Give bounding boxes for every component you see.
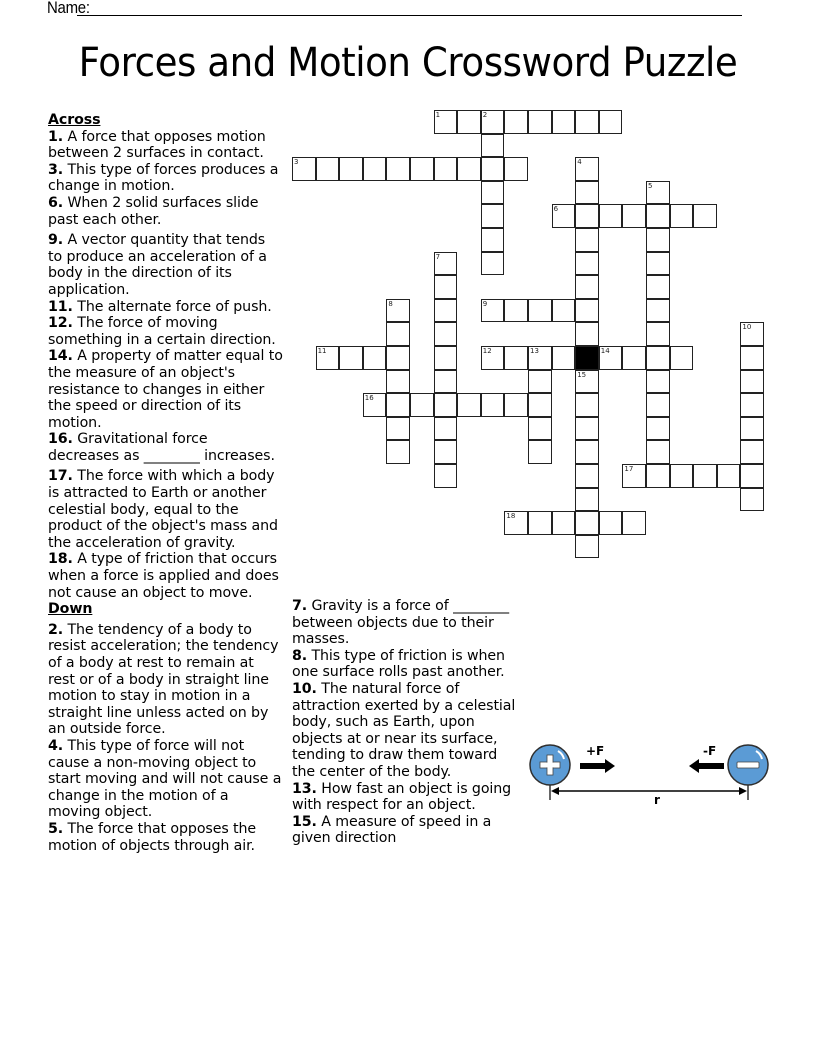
clue-text: A property of matter equal to the measure of an object's resistance to changes in either the speed or direction of its motion. [48,348,283,431]
grid-cell[interactable] [575,181,599,205]
clue-down-2 [48,622,283,738]
clue-text: The alternate force of push. [72,298,272,315]
grid-cell[interactable] [504,110,528,134]
grid-cell[interactable] [434,393,458,417]
clue-number: 12. [48,315,73,332]
grid-cell[interactable] [693,204,717,228]
clue-text: How fast an object is going with respect for an object. [292,780,512,814]
grid-cell[interactable] [575,511,599,535]
clue-number: 13. [292,780,317,797]
grid-cell[interactable] [740,440,764,464]
grid-cell[interactable] [646,370,670,394]
grid-cell[interactable] [339,346,363,370]
grid-cell[interactable] [528,417,552,441]
clue-number: 7. [292,598,308,614]
grid-cell[interactable] [434,157,458,181]
clue-text: The force that opposes the motion of objects through air. [48,820,257,854]
cell-number: 10 [742,323,752,332]
clue-number: 5. [48,820,64,837]
grid-cell[interactable] [646,204,670,228]
clue-number: 6. [48,194,64,211]
cell-number: 16 [364,394,374,403]
cell-number: 13 [530,347,539,355]
clue-text: Gravity is a force of ________ between objects due to their masses. [292,598,510,648]
grid-cell[interactable] [528,370,552,394]
grid-cell[interactable] [575,157,599,181]
right-arrow-icon [580,759,615,773]
cell-number: 2 [482,111,488,119]
clue-text: A measure of speed in a given direction [292,813,492,847]
grid-cell[interactable] [528,110,552,134]
grid-cell[interactable] [528,511,552,535]
grid-cell[interactable] [575,393,599,417]
grid-cell[interactable] [646,299,670,323]
grid-cell[interactable] [434,370,458,394]
grid-cell[interactable] [552,204,576,228]
grid-cell[interactable] [434,275,458,299]
clue-text: A type of friction that occurs when a force is applied and does not cause an object to move. [48,551,279,601]
grid-cell[interactable] [646,417,670,441]
grid-cell[interactable] [740,370,764,394]
grid-cell[interactable] [552,110,576,134]
grid-cell[interactable] [457,157,481,181]
grid-cell[interactable] [434,110,458,134]
grid-cell[interactable] [646,440,670,464]
clue-across-3 [48,162,283,195]
cell-number: 9 [482,299,488,308]
grid-cell[interactable] [528,299,552,323]
grid-cell[interactable] [434,464,458,488]
across-heading: Across [48,112,101,128]
grid-cell[interactable] [552,346,576,370]
clue-across-16 [48,431,283,464]
grid-cell[interactable] [575,488,599,512]
clue-across-14 [48,348,283,431]
clue-across-17 [48,468,283,551]
cell-number: 14 [600,347,610,355]
distance-arrow [551,787,747,795]
clue-number: 16. [48,431,73,448]
grid-cell[interactable] [575,204,599,228]
clue-text: The force of moving something in a certain direction. [48,315,276,348]
cell-number: 7 [435,252,441,261]
grid-cell[interactable] [504,393,528,417]
clue-across-18 [48,551,283,601]
cell-number: 18 [506,512,516,521]
clue-across-12 [48,315,283,348]
grid-cell[interactable] [434,346,458,370]
grid-cell[interactable] [575,110,599,134]
clue-number: 9. [48,232,64,249]
cell-number: 1 [435,111,441,119]
cell-number: 11 [317,347,327,355]
clue-text: This type of force will not cause a non-moving object to start moving and will not cause a change in the motion of a moving object. [48,737,282,821]
grid-cell[interactable] [693,464,717,488]
grid-cell[interactable] [481,134,505,158]
grid-cell[interactable] [504,346,528,370]
clue-number: 8. [292,647,308,664]
grid-cell[interactable] [316,157,340,181]
grid-cell[interactable] [575,417,599,441]
grid-cell[interactable] [457,110,481,134]
grid-cell[interactable] [599,110,623,134]
grid-cell[interactable] [740,417,764,441]
grid-cell[interactable] [386,393,410,417]
grid-cell[interactable] [599,204,623,228]
cell-number: 5 [648,181,653,190]
name-label: Name: [47,0,90,17]
grid-cell[interactable] [481,252,505,276]
clue-text: The natural force of attraction exerted by a celestial body, such as Earth, upon objects at or near its surface, tending to draw them toward the center of the body. [292,680,516,780]
clue-number: 4. [48,737,64,754]
grid-cell[interactable] [575,370,599,394]
clue-text: The force with which a body is attracted to Earth or another celestial body, equal to the product of the object's mass and the acceleration of gravity. [48,468,278,551]
cell-number: 12 [482,347,492,355]
clue-down-8 [292,648,522,681]
clue-number: 10. [292,680,317,697]
grid-cell[interactable] [717,464,741,488]
grid-cell[interactable] [670,464,694,488]
clue-down-5 [48,821,283,854]
grid-cell[interactable] [481,299,505,323]
clues-middle-column [292,598,522,847]
grid-cell[interactable] [575,252,599,276]
grid-cell[interactable] [481,110,505,134]
grid-cell[interactable] [575,299,599,323]
cell-number: 4 [577,158,582,167]
grid-cell[interactable] [622,346,646,370]
clue-text: When 2 solid surfaces slide past each other. [48,194,259,228]
grid-cell[interactable] [363,157,387,181]
grid-cell[interactable] [740,464,764,488]
clue-down-7 [292,598,522,648]
name-field[interactable] [77,15,742,16]
grid-cell[interactable] [646,464,670,488]
clue-text: Gravitational force decreases as ________ increases. [48,431,275,464]
grid-cell[interactable] [646,181,670,205]
grid-cell[interactable] [363,393,387,417]
clue-text: A force that opposes motion between 2 surfaces in contact. [48,128,266,162]
grid-cell[interactable] [481,228,505,252]
clue-across-11 [48,299,283,316]
grid-cell[interactable] [622,204,646,228]
grid-cell[interactable] [575,464,599,488]
grid-cell[interactable] [434,252,458,276]
coulomb-force-diagram [528,738,773,808]
grid-cell[interactable] [599,346,623,370]
clue-text: A vector quantity that tends to produce an acceleration of a body in the direction of its application. [48,232,267,298]
clue-number: 14. [48,348,73,365]
grid-cell[interactable] [386,157,410,181]
clue-number: 2. [48,621,64,638]
grid-cell[interactable] [646,322,670,346]
clue-across-6 [48,195,283,228]
grid-cell[interactable] [434,299,458,323]
grid-cell[interactable] [575,322,599,346]
clue-number: 11. [48,298,73,315]
clue-across-1 [48,129,283,162]
grid-cell[interactable] [410,393,434,417]
clue-down-13 [292,781,522,814]
grid-cell[interactable] [599,511,623,535]
grid-cell[interactable] [740,393,764,417]
grid-cell[interactable] [740,346,764,370]
grid-cell[interactable] [316,346,340,370]
grid-cell[interactable] [740,322,764,346]
grid-cell[interactable] [646,275,670,299]
grid-cell[interactable] [528,393,552,417]
grid-cell[interactable] [292,157,316,181]
clue-number: 18. [48,551,73,568]
grid-cell[interactable] [552,299,576,323]
clue-down-10 [292,681,522,781]
grid-cell[interactable] [363,346,387,370]
left-force-label: +F [586,744,605,758]
grid-cell[interactable] [386,299,410,323]
grid-cell[interactable] [410,157,434,181]
grid-cell[interactable] [740,488,764,512]
black-cell [575,346,599,370]
grid-cell[interactable] [646,228,670,252]
clue-number: 15. [292,813,317,830]
grid-cell[interactable] [434,417,458,441]
grid-cell[interactable] [457,393,481,417]
clue-across-9 [48,232,283,298]
right-force-label: -F [703,744,717,758]
cell-number: 17 [624,465,634,473]
grid-cell[interactable] [646,346,670,370]
grid-cell[interactable] [646,252,670,276]
grid-cell[interactable] [622,464,646,488]
cell-number: 3 [294,158,299,167]
grid-cell[interactable] [622,511,646,535]
grid-cell[interactable] [575,440,599,464]
cell-number: 15 [577,370,587,379]
grid-cell[interactable] [481,181,505,205]
grid-cell[interactable] [504,157,528,181]
cell-number: 6 [553,205,559,214]
clue-down-4 [48,738,283,821]
grid-cell[interactable] [386,346,410,370]
grid-cell[interactable] [646,393,670,417]
clue-number: 3. [48,161,64,178]
distance-label: r [654,793,660,807]
grid-cell[interactable] [552,511,576,535]
grid-cell[interactable] [481,204,505,228]
grid-cell[interactable] [386,417,410,441]
grid-cell[interactable] [528,440,552,464]
clue-number: 17. [48,468,73,485]
clue-down-15 [292,814,522,847]
grid-cell[interactable] [481,346,505,370]
grid-cell[interactable] [504,299,528,323]
clue-text: The tendency of a body to resist acceleration; the tendency of a body at rest to remain at rest or of a body in straight line motion to stay in motion in a straight line unless acted on by an outside force. [48,621,279,738]
grid-cell[interactable] [575,228,599,252]
clues-left-column [48,112,283,854]
grid-cell[interactable] [575,275,599,299]
clue-text: This type of friction is when one surface rolls past another. [292,647,505,681]
grid-cell[interactable] [670,204,694,228]
grid-cell[interactable] [434,440,458,464]
grid-cell[interactable] [434,322,458,346]
grid-cell[interactable] [481,393,505,417]
clue-text: This type of forces produces a change in motion. [48,161,279,195]
grid-cell[interactable] [575,535,599,559]
clue-number: 1. [48,128,64,145]
page-title: Forces and Motion Crossword Puzzle [78,40,738,86]
left-arrow-icon [689,759,724,773]
grid-cell[interactable] [504,511,528,535]
grid-cell[interactable] [339,157,363,181]
grid-cell[interactable] [386,370,410,394]
grid-cell[interactable] [386,440,410,464]
grid-cell[interactable] [670,346,694,370]
grid-cell[interactable] [386,322,410,346]
down-heading: Down [48,601,93,618]
cell-number: 8 [388,299,393,308]
grid-cell[interactable] [528,346,552,370]
grid-cell[interactable] [481,157,505,181]
